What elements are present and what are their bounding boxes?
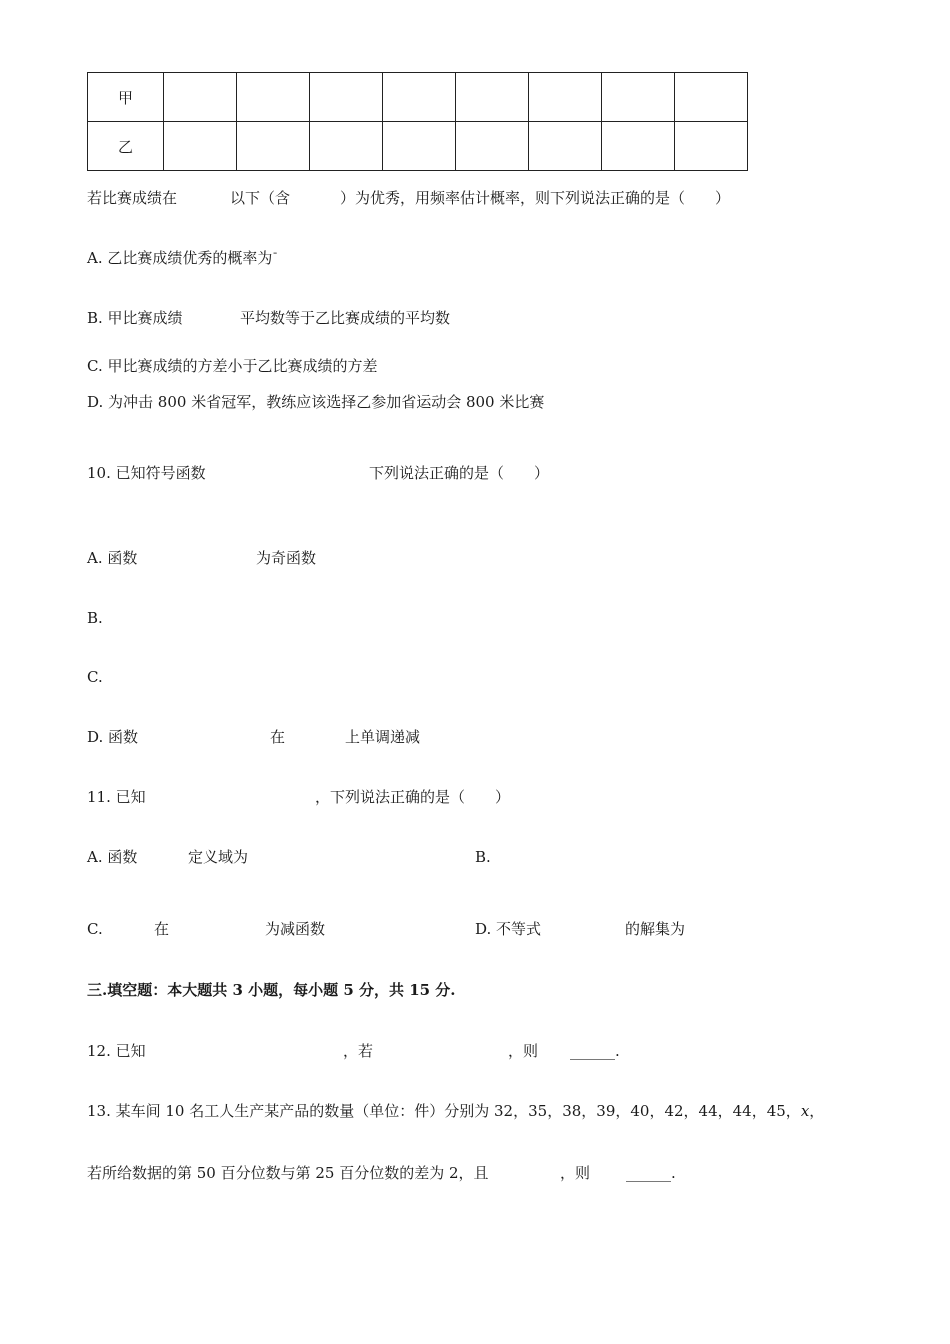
q12-answer-blank[interactable]: ______. bbox=[570, 1042, 620, 1060]
table-cell bbox=[675, 73, 748, 122]
q9-option-d: D. 为冲击 800 米省冠军，教练应该选择乙参加省运动会 800 米比赛 bbox=[87, 393, 545, 411]
q11-option-d-part2: 的解集为 bbox=[625, 920, 686, 938]
row-label-yi bbox=[88, 122, 164, 171]
q13-line1 bbox=[87, 1101, 824, 1121]
q9-stem-part1: 若比赛成绩在 bbox=[87, 189, 178, 207]
q11-option-d-part1: D. 不等式 bbox=[475, 920, 542, 938]
q10-option-c: C. bbox=[87, 668, 103, 686]
q9-stem-part3: ）为优秀，用频率估计概率，则下列说法正确的是（ ） bbox=[340, 189, 731, 207]
table-cell bbox=[383, 122, 456, 171]
table-cell bbox=[237, 73, 310, 122]
q11-stem-part1: 11. 已知 bbox=[87, 788, 146, 806]
table-cell bbox=[237, 122, 310, 171]
q11-option-a-part2: 定义域为 bbox=[188, 848, 249, 866]
q12-part1: 12. 已知 bbox=[87, 1042, 146, 1060]
q10-option-d-part1: D. 函数 bbox=[87, 728, 139, 746]
q11-stem-part2: ，下列说法正确的是（ ） bbox=[315, 788, 511, 806]
q9-option-a-text: A. 乙比赛成绩优秀的概率为 bbox=[87, 249, 273, 267]
q10-option-b: B. bbox=[87, 609, 103, 627]
row-label-text: 乙 bbox=[117, 137, 133, 156]
table-cell bbox=[310, 122, 383, 171]
q12-part2: ，若 bbox=[343, 1042, 374, 1060]
q9-option-a bbox=[87, 248, 278, 268]
table-cell bbox=[456, 122, 529, 171]
q11-option-a-part1: A. 函数 bbox=[87, 848, 138, 866]
table-cell bbox=[383, 73, 456, 122]
q13-line2-part1: 若所给数据的第 50 百分位数与第 25 百分位数的差为 2，且 bbox=[87, 1164, 489, 1182]
q9-option-b-part1: B. 甲比赛成绩 bbox=[87, 309, 183, 327]
q13-line1-text: 13. 某车间 10 名工人生产某产品的数量（单位：件）分别为 32，35，38，39，40，42，44，44，45， bbox=[87, 1102, 801, 1120]
q11-option-c-part2: 在 bbox=[154, 920, 170, 938]
q10-stem-part2: 下列说法正确的是（ ） bbox=[369, 464, 550, 482]
q13-variable-x: x bbox=[800, 1102, 810, 1120]
score-table bbox=[87, 72, 748, 171]
table-cell bbox=[310, 73, 383, 122]
q13-answer-blank[interactable]: ______. bbox=[626, 1164, 676, 1182]
q10-option-d-part3: 上单调递减 bbox=[345, 728, 421, 746]
q9-option-c: C. 甲比赛成绩的方差小于乙比赛成绩的方差 bbox=[87, 357, 378, 375]
q10-option-a-part2: 为奇函数 bbox=[256, 549, 317, 567]
table-cell bbox=[164, 122, 237, 171]
q9-option-a-fraction-mark: ¯ bbox=[272, 251, 278, 264]
row-label-text: 甲 bbox=[117, 88, 133, 107]
table-cell bbox=[456, 73, 529, 122]
q11-option-c-part3: 为减函数 bbox=[265, 920, 326, 938]
q9-stem-part2: 以下（含 bbox=[230, 189, 291, 207]
q11-option-b: B. bbox=[475, 848, 491, 866]
table-cell bbox=[602, 73, 675, 122]
table-cell bbox=[529, 73, 602, 122]
q13-line2-part2: ，则 bbox=[560, 1164, 591, 1182]
q10-option-d-part2: 在 bbox=[270, 728, 286, 746]
q12-part3: ，则 bbox=[508, 1042, 539, 1060]
table-row bbox=[88, 122, 748, 171]
table-row bbox=[88, 73, 748, 122]
table-cell bbox=[602, 122, 675, 171]
row-label-jia bbox=[88, 73, 164, 122]
section-3-heading: 三.填空题：本大题共 3 小题，每小题 5 分，共 15 分. bbox=[87, 981, 456, 999]
q13-line1-end: ， bbox=[809, 1102, 825, 1120]
table-cell bbox=[529, 122, 602, 171]
q9-option-b-part2: 平均数等于乙比赛成绩的平均数 bbox=[240, 309, 451, 327]
q11-option-c-part1: C. bbox=[87, 920, 103, 938]
table-cell bbox=[675, 122, 748, 171]
q10-option-a-part1: A. 函数 bbox=[87, 549, 138, 567]
table-cell bbox=[164, 73, 237, 122]
q10-stem-part1: 10. 已知符号函数 bbox=[87, 464, 206, 482]
